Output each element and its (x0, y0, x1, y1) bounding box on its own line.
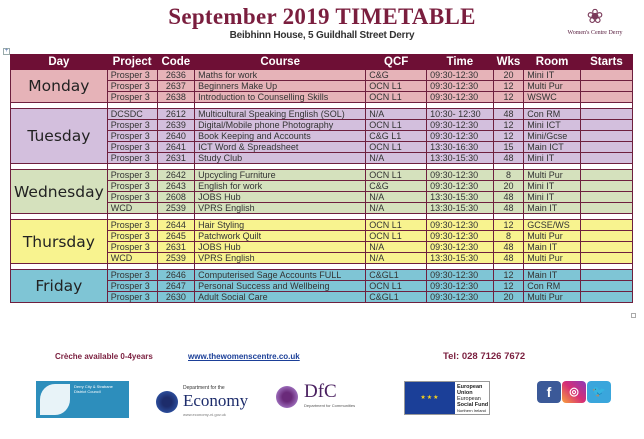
cell-course: VPRS English (195, 253, 366, 264)
cell-room: WSWC (524, 92, 581, 103)
cell-time: 09:30-12:30 (427, 81, 494, 92)
instagram-icon[interactable]: ◎ (562, 381, 586, 403)
cell-time: 13:30-15:30 (427, 253, 494, 264)
cell-time: 13:30-15:30 (427, 203, 494, 214)
cell-wks: 12 (493, 220, 524, 231)
page-title: September 2019 TIMETABLE (168, 4, 476, 29)
cell-room: Multi Pur (524, 170, 581, 181)
cell-starts (580, 192, 632, 203)
cell-course: Beginners Make Up (195, 81, 366, 92)
timetable-table (10, 54, 633, 303)
cell-code: 2644 (157, 220, 195, 231)
cell-wks: 20 (493, 181, 524, 192)
cell-room: Mini IT (524, 192, 581, 203)
cell-room: Con RM (524, 281, 581, 292)
cell-wks: 12 (493, 270, 524, 281)
cell-qcf: OCN L1 (366, 81, 427, 92)
cell-room: Mini IT (524, 70, 581, 81)
cell-time: 09:30-12:30 (427, 242, 494, 253)
cell-course: Multicultural Speaking English (SOL) (195, 109, 366, 120)
cell-project: Prosper 3 (107, 292, 157, 303)
cell-code: 2608 (157, 192, 195, 203)
cell-qcf: N/A (366, 203, 427, 214)
day-label-tuesday: Tuesday (11, 109, 108, 164)
cell-project: Prosper 3 (107, 170, 157, 181)
eu-logo-text (457, 384, 488, 414)
cell-time: 09:30-12:30 (427, 131, 494, 142)
cell-course: JOBS Hub (195, 192, 366, 203)
economy-logo-top: Department for the (183, 385, 225, 391)
cell-project: Prosper 3 (107, 242, 157, 253)
cell-qcf: C&G (366, 70, 427, 81)
cell-course: Patchwork Quilt (195, 231, 366, 242)
table-resize-handle[interactable] (631, 313, 636, 318)
day-label-monday: Monday (11, 70, 108, 103)
cell-qcf: N/A (366, 153, 427, 164)
cell-qcf: N/A (366, 253, 427, 264)
telephone: Tel: 028 7126 7672 (443, 351, 526, 362)
day-label-thursday: Thursday (11, 220, 108, 264)
cell-starts (580, 281, 632, 292)
cell-code: 2640 (157, 131, 195, 142)
cell-code: 2645 (157, 231, 195, 242)
cell-starts (580, 142, 632, 153)
table-row (11, 220, 633, 231)
cell-wks: 12 (493, 281, 524, 292)
cell-qcf: C&G (366, 181, 427, 192)
cell-starts (580, 92, 632, 103)
cell-time: 09:30-12:30 (427, 281, 494, 292)
table-row (11, 70, 633, 81)
cell-time: 09:30-12:30 (427, 120, 494, 131)
cell-time: 09:30-12:30 (427, 170, 494, 181)
cell-wks: 48 (493, 242, 524, 253)
table-move-handle-icon[interactable]: + (4, 48, 9, 54)
cell-qcf: OCN L1 (366, 281, 427, 292)
cell-project: WCD (107, 203, 157, 214)
cell-course: Hair Styling (195, 220, 366, 231)
table-row (11, 170, 633, 181)
cell-project: Prosper 3 (107, 120, 157, 131)
cell-wks: 15 (493, 142, 524, 153)
cell-wks: 20 (493, 70, 524, 81)
cell-course: ICT Word & Spreadsheet (195, 142, 366, 153)
cell-wks: 8 (493, 231, 524, 242)
cell-starts (580, 120, 632, 131)
cell-course: Upcycling Furniture (195, 170, 366, 181)
cell-room: GCSE/WS (524, 220, 581, 231)
cell-qcf: OCN L1 (366, 92, 427, 103)
dfc-logo-main: DfC (304, 381, 337, 402)
day-label-friday: Friday (11, 270, 108, 303)
dfc-logo (276, 381, 366, 421)
cell-project: WCD (107, 253, 157, 264)
cell-code: 2539 (157, 253, 195, 264)
cell-starts (580, 109, 632, 120)
cell-wks: 12 (493, 92, 524, 103)
address-subtitle: Beibhinn House, 5 Guildhall Street Derry (229, 30, 415, 41)
cell-code: 2630 (157, 292, 195, 303)
cell-wks: 20 (493, 292, 524, 303)
cell-time: 09:30-12:30 (427, 292, 494, 303)
rose-emblem-icon: ❀ (586, 6, 604, 28)
cell-project: Prosper 3 (107, 181, 157, 192)
cell-wks: 48 (493, 192, 524, 203)
cell-course: JOBS Hub (195, 242, 366, 253)
cell-qcf: C&GL1 (366, 270, 427, 281)
cell-code: 2641 (157, 142, 195, 153)
cell-code: 2642 (157, 170, 195, 181)
cell-room: Multi Pur (524, 231, 581, 242)
cell-starts (580, 292, 632, 303)
col-header-time: Time (427, 55, 494, 70)
cell-room: Multi Pur (524, 253, 581, 264)
cell-project: Prosper 3 (107, 270, 157, 281)
cell-code: 2646 (157, 270, 195, 281)
cell-starts (580, 231, 632, 242)
cell-wks: 48 (493, 253, 524, 264)
day-label-wednesday: Wednesday (11, 170, 108, 214)
cell-code: 2631 (157, 242, 195, 253)
eu-flag-icon: ★★★ (405, 382, 455, 414)
eu-text-line: Union (457, 390, 473, 396)
cell-code: 2612 (157, 109, 195, 120)
cell-time: 13:30-16:30 (427, 142, 494, 153)
cell-room: Multi Pur (524, 81, 581, 92)
cell-time: 09:30-12:30 (427, 181, 494, 192)
cell-course: Book Keeping and Accounts (195, 131, 366, 142)
cell-qcf: OCN L1 (366, 170, 427, 181)
cell-starts (580, 70, 632, 81)
cell-code: 2636 (157, 70, 195, 81)
cell-starts (580, 81, 632, 92)
cell-course: Digital/Mobile phone Photography (195, 120, 366, 131)
cell-course: Introduction to Counselling Skills (195, 92, 366, 103)
cell-room: Multi Pur (524, 292, 581, 303)
cell-qcf: OCN L1 (366, 231, 427, 242)
cell-qcf: OCN L1 (366, 220, 427, 231)
cell-starts (580, 153, 632, 164)
cell-code: 2643 (157, 181, 195, 192)
cell-course: English for work (195, 181, 366, 192)
cell-wks: 12 (493, 120, 524, 131)
logo-caption: Women's Centre Derry (567, 30, 623, 36)
cell-course: VPRS English (195, 203, 366, 214)
cell-course: Maths for work (195, 70, 366, 81)
cell-qcf: C&GL1 (366, 292, 427, 303)
eu-social-fund-logo (404, 381, 490, 415)
cell-course: Personal Success and Wellbeing (195, 281, 366, 292)
cell-wks: 8 (493, 170, 524, 181)
cell-qcf: N/A (366, 192, 427, 203)
creche-note: Crèche available 0-4years (55, 352, 153, 361)
cell-time: 09:30-12:30 (427, 70, 494, 81)
cell-time: 13:30-15:30 (427, 153, 494, 164)
cell-time: 09:30-12:30 (427, 270, 494, 281)
table-row (11, 109, 633, 120)
cell-room: Main IT (524, 203, 581, 214)
website-link[interactable]: www.thewomenscentre.co.uk (188, 352, 300, 361)
council-logo-text: Derry City & Strabane District Council (74, 384, 113, 394)
cell-course: Computerised Sage Accounts FULL (195, 270, 366, 281)
cell-project: Prosper 3 (107, 231, 157, 242)
cell-room: Mini IT (524, 181, 581, 192)
cell-qcf: N/A (366, 109, 427, 120)
cell-starts (580, 203, 632, 214)
cell-starts (580, 170, 632, 181)
cell-code: 2639 (157, 120, 195, 131)
facebook-icon[interactable]: f (537, 381, 561, 403)
cell-wks: 48 (493, 153, 524, 164)
eu-text-line: European (457, 396, 481, 402)
cell-code: 2637 (157, 81, 195, 92)
col-header-room: Room (524, 55, 581, 70)
table-row (11, 270, 633, 281)
cell-project: Prosper 3 (107, 153, 157, 164)
cell-starts (580, 131, 632, 142)
cell-room: Con RM (524, 109, 581, 120)
cell-project: Prosper 3 (107, 142, 157, 153)
cell-project: Prosper 3 (107, 81, 157, 92)
cell-qcf: C&G L1 (366, 131, 427, 142)
cell-qcf: OCN L1 (366, 120, 427, 131)
cell-time: 09:30-12:30 (427, 220, 494, 231)
col-header-starts: Starts (580, 55, 632, 70)
cell-starts (580, 242, 632, 253)
cell-code: 2539 (157, 203, 195, 214)
cell-room: Main IT (524, 270, 581, 281)
cell-time: 13:30-15:30 (427, 192, 494, 203)
cell-starts (580, 253, 632, 264)
twitter-icon[interactable]: 🐦 (587, 381, 611, 403)
col-header-wks: Wks (493, 55, 524, 70)
cell-wks: 12 (493, 81, 524, 92)
cell-room: Mini/Gcse (524, 131, 581, 142)
economy-logo-main: Economy (183, 391, 249, 410)
cell-code: 2631 (157, 153, 195, 164)
table-header-row (11, 55, 633, 70)
col-header-project: Project (107, 55, 157, 70)
eu-text-line: Northern Ireland (457, 408, 486, 413)
council-s-icon (40, 384, 70, 415)
cell-project: Prosper 3 (107, 131, 157, 142)
cell-project: Prosper 3 (107, 220, 157, 231)
col-header-course: Course (195, 55, 366, 70)
dfc-logo-sub: Department for Communities (304, 403, 356, 408)
eu-text-line: European (457, 384, 483, 390)
col-header-code: Code (157, 55, 195, 70)
cell-wks: 48 (493, 203, 524, 214)
cell-wks: 48 (493, 109, 524, 120)
hexagon-dots-icon (276, 386, 298, 408)
cell-starts (580, 220, 632, 231)
council-logo (36, 381, 129, 418)
social-media-icons (537, 381, 613, 403)
cell-course: Adult Social Care (195, 292, 366, 303)
cell-time: 09:30-12:30 (427, 231, 494, 242)
cell-qcf: OCN L1 (366, 142, 427, 153)
col-header-qcf: QCF (366, 55, 427, 70)
eu-text-line: Social Fund (457, 402, 489, 408)
cell-time: 09:30-12:30 (427, 92, 494, 103)
cell-project: Prosper 3 (107, 92, 157, 103)
economy-logo-url: www.economy-ni.gov.uk (183, 412, 226, 417)
cell-room: Mini IT (524, 153, 581, 164)
hexagon-dots-icon (156, 391, 178, 413)
cell-project: Prosper 3 (107, 281, 157, 292)
cell-project: DCSDC (107, 109, 157, 120)
col-header-day: Day (11, 55, 108, 70)
cell-code: 2638 (157, 92, 195, 103)
cell-time: 10:30- 12:30 (427, 109, 494, 120)
cell-room: Main IT (524, 242, 581, 253)
economy-logo (156, 381, 249, 421)
womens-centre-logo (555, 4, 635, 48)
cell-course: Study Club (195, 153, 366, 164)
cell-starts (580, 270, 632, 281)
cell-code: 2647 (157, 281, 195, 292)
cell-room: Mini ICT (524, 120, 581, 131)
cell-wks: 12 (493, 131, 524, 142)
cell-project: Prosper 3 (107, 70, 157, 81)
cell-project: Prosper 3 (107, 192, 157, 203)
cell-starts (580, 181, 632, 192)
cell-qcf: N/A (366, 242, 427, 253)
cell-room: Main ICT (524, 142, 581, 153)
